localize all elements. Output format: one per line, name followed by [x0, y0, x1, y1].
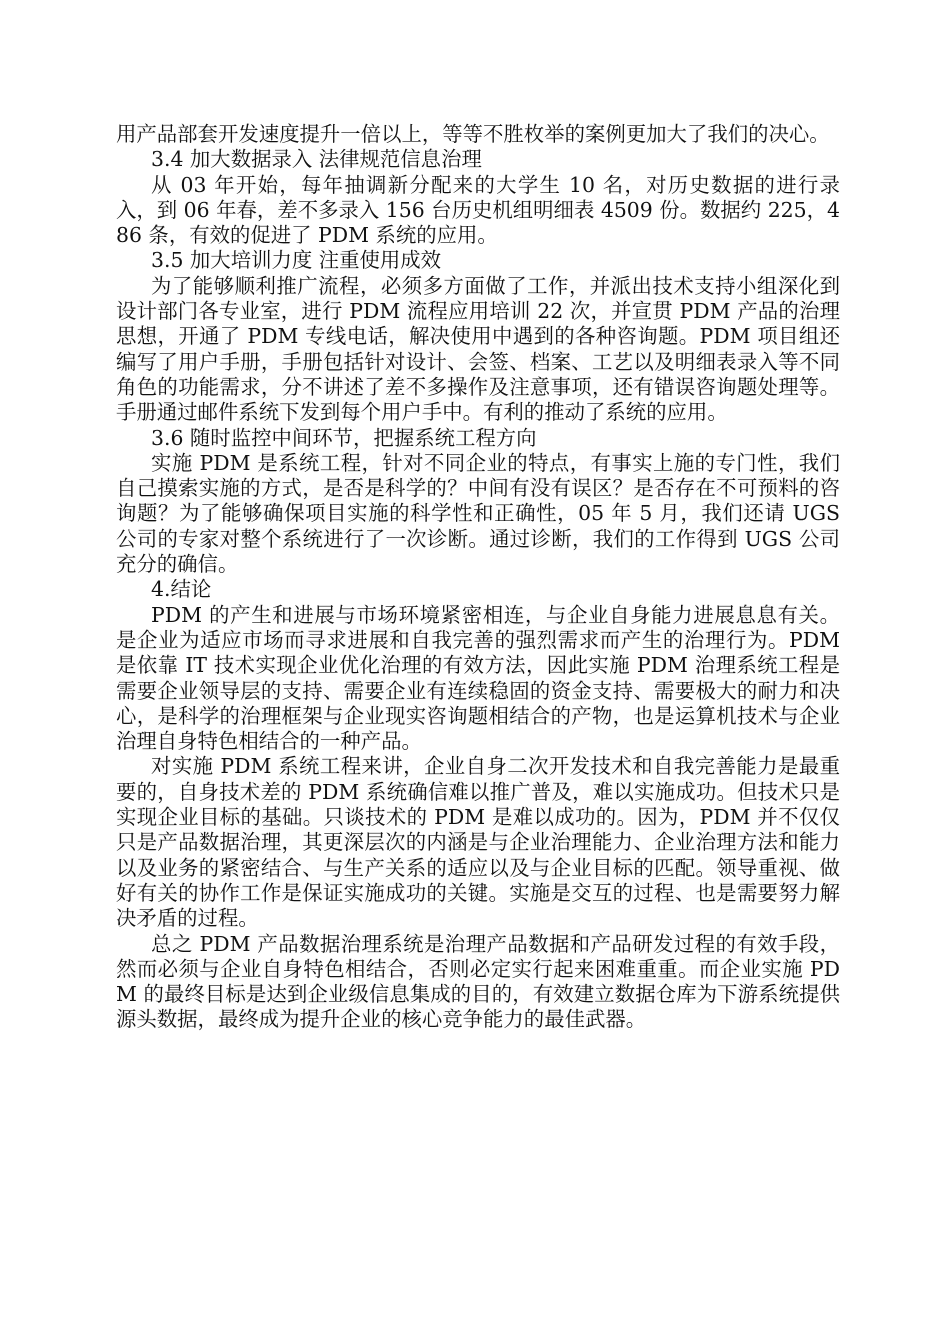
paragraph-training: 为了能够顺利推广流程，必须多方面做了工作，并派出技术支持小组深化到设计部门各专业室，进行 PDM 流程应用培训 22 次，并宣贯 PDM 产品的治理思想，开通了 PDM 专线电话，解决使用中遇到的各种咨询题。PDM 项目组还编写了用户手册，手册包括针对设计、会签、档案、工艺以及明细表录入等不同角色的功能需求，分不讲述了差不多操作及注意事项，还有错误咨询题处理等。手册通过邮件系统下发到每个用户手中。有利的推动了系统的应用。 — [116, 273, 840, 425]
section-heading-3-5: 3.5 加大培训力度 注重使用成效 — [151, 248, 442, 273]
section-heading-4-conclusion: 4.结论 — [151, 577, 212, 602]
paragraph-conclusion-2: 对实施 PDM 系统工程来讲，企业自身二次开发技术和自我完善能力是最重要的，自身技术差的 PDM 系统确信难以推广普及，难以实施成功。但技术只是实现企业目标的基础。只谈技术的 PDM 是难以成功的。因为，PDM 并不仅仅只是产品数据治理，其更深层次的内涵是与企业治理能力、企业治理方法和能力以及业务的紧密结合、与生产关系的适应以及与企业目标的匹配。领导重视、做好有关的协作工作是保证实施成功的关键。实施是交互的过程、也是需要努力解决矛盾的过程。 — [116, 754, 840, 931]
section-heading-3-6: 3.6 随时监控中间环节，把握系统工程方向 — [151, 425, 537, 450]
document-page — [116, 122, 840, 1033]
paragraph-data-entry: 从 03 年开始，每年抽调新分配来的大学生 10 名，对历史数据的进行录入，到 06 年春，差不多录入 156 台历史机组明细表 4509 份。数据约 225，486 条，有效的促进了 PDM 系统的应用。 — [116, 172, 840, 248]
paragraph-conclusion-1: PDM 的产生和进展与市场环境紧密相连，与企业自身能力进展息息有关。是企业为适应市场而寻求进展和自我完善的强烈需求而产生的治理行为。PDM 是依靠 IT 技术实现企业优化治理的有效方法，因此实施 PDM 治理系统工程是需要企业领导层的支持、需要企业有连续稳固的资金支持、需要极大的耐力和决心，是科学的治理框架与企业现实咨询题相结合的产物，也是运算机技术与企业治理自身特色相结合的一种产品。 — [116, 602, 840, 754]
section-heading-3-4: 3.4 加大数据录入 法律规范信息治理 — [151, 147, 482, 172]
paragraph-intro-continuation: 用产品部套开发速度提升一倍以上，等等不胜枚举的案例更加大了我们的决心。 — [116, 122, 830, 146]
paragraph-monitoring: 实施 PDM 是系统工程，针对不同企业的特点，有事实上施的专门性，我们自己摸索实施的方式，是否是科学的？中间有没有误区？是否存在不可预料的咨询题？为了能够确保项目实施的科学性和正确性，05 年 5 月，我们还请 UGS 公司的专家对整个系统进行了一次诊断。通过诊断，我们的工作得到 UGS 公司充分的确信。 — [116, 450, 840, 577]
paragraph-conclusion-3: 总之 PDM 产品数据治理系统是治理产品数据和产品研发过程的有效手段，然而必须与企业自身特色相结合，否则必定实行起来困难重重。而企业实施 PDM 的最终目标是达到企业级信息集成的目的，有效建立数据仓库为下游系统提供源头数据，最终成为提升企业的核心竞争能力的最佳武器。 — [116, 931, 840, 1032]
